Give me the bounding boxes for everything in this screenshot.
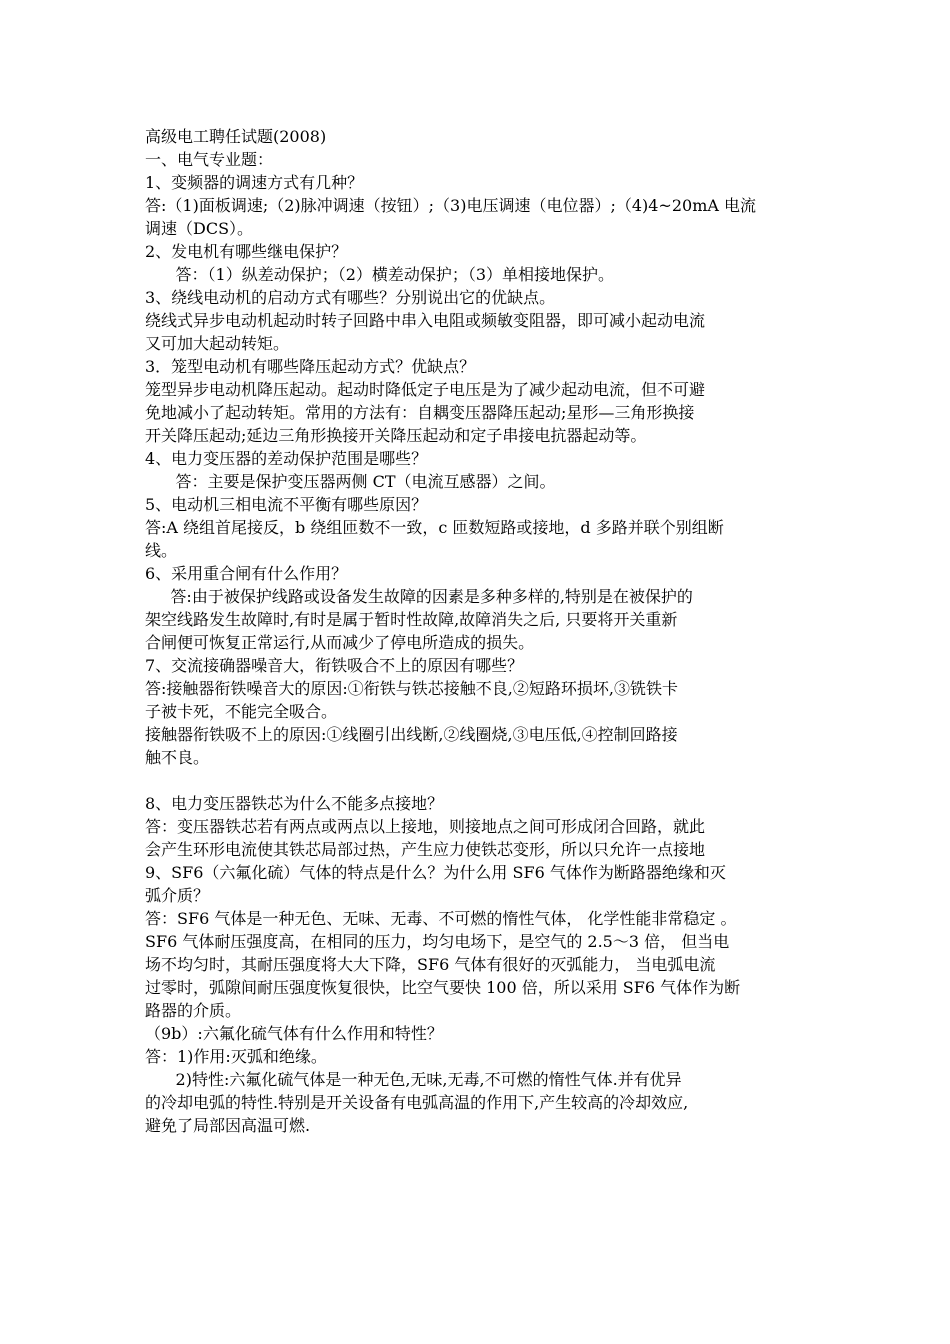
document-page xyxy=(145,125,825,1137)
text-line: 8、电力变压器铁芯为什么不能多点接地？ xyxy=(145,794,444,813)
text-line: 4、电力变压器的差动保护范围是哪些？ xyxy=(145,449,428,468)
blank-line xyxy=(145,769,825,792)
text-line: 又可加大起动转矩。 xyxy=(145,334,290,353)
text-line: 7、交流接确器噪音大，衔铁吸合不上的原因有哪些？ xyxy=(145,656,524,675)
text-line: 答：（1）纵差动保护；（2）横差动保护；（3）单相接地保护。 xyxy=(145,265,615,284)
text-line: 一、电气专业题： xyxy=(145,150,274,169)
text-line: 避免了局部因高温可燃. xyxy=(145,1116,311,1135)
text-line: 路器的介质。 xyxy=(145,1001,242,1020)
text-line: 答:接触器衔铁噪音大的原因:①衔铁与铁芯接触不良,②短路环损坏,③铣铁卡 xyxy=(145,679,678,698)
text-line: 3、绕线电动机的启动方式有哪些？分别说出它的优缺点。 xyxy=(145,288,556,307)
text-line: 2、发电机有哪些继电保护？ xyxy=(145,242,348,261)
text-line: （9b）:六氟化硫气体有什么作用和特性？ xyxy=(145,1024,443,1043)
text-line: 弧介质？ xyxy=(145,886,210,905)
text-line: 笼型异步电动机降压起动。起动时降低定子电压是为了减少起动电流，但不可避 xyxy=(145,380,706,399)
text-line: 开关降压起动;延边三角形换接开关降压起动和定子串接电抗器起动等。 xyxy=(145,426,647,445)
text-line: 触不良。 xyxy=(145,748,210,767)
text-line: 答：1)作用:灭弧和绝缘。 xyxy=(145,1047,327,1066)
text-line: 高级电工聘任试题(2008) xyxy=(145,127,327,146)
text-line: 答:（1)面板调速;（2)脉冲调速（按钮）;（3)电压调速（电位器）;（4)4~20mA 电流 xyxy=(145,196,757,215)
text-line: 3．笼型电动机有哪些降压起动方式？优缺点？ xyxy=(145,357,476,376)
text-line: SF6 气体耐压强度高，在相同的压力，均匀电场下，是空气的 2.5～3 倍， 但当电 xyxy=(145,932,730,951)
text-line: 答：SF6 气体是一种无色、无味、无毒、不可燃的惰性气体， 化学性能非常稳定 。 xyxy=(145,909,737,928)
text-line: 1、变频器的调速方式有几种？ xyxy=(145,173,364,192)
text-line: 答:A 绕组首尾接反，b 绕组匝数不一致，c 匝数短路或接地，d 多路并联个别组断 xyxy=(145,518,724,537)
text-line: 调速（DCS）。 xyxy=(145,219,254,238)
text-line: 答：变压器铁芯若有两点或两点以上接地，则接地点之间可形成闭合回路，就此 xyxy=(145,817,706,836)
text-line: 答:由于被保护线路或设备发生故障的因素是多种多样的,特别是在被保护的 xyxy=(145,587,693,606)
text-line: 架空线路发生故障时,有时是属于暂时性故障,故障消失之后, 只要将开关重新 xyxy=(145,610,678,629)
text-line: 接触器衔铁吸不上的原因:①线圈引出线断,②线圈烧,③电压低,④控制回路接 xyxy=(145,725,678,744)
text-line: 子被卡死，不能完全吸合。 xyxy=(145,702,338,721)
text-line: 2)特性:六氟化硫气体是一种无色,无味,无毒,不可燃的惰性气体.并有优异 xyxy=(145,1070,682,1089)
text-line: 答：主要是保护变压器两侧 CT（电流互感器）之间。 xyxy=(145,472,556,491)
text-line: 免地减小了起动转矩。常用的方法有：自耦变压器降压起动;星形—三角形换接 xyxy=(145,403,695,422)
text-line: 场不均匀时，其耐压强度将大大下降，SF6 气体有很好的灭弧能力， 当电弧电流 xyxy=(145,955,716,974)
text-line: 合闸便可恢复正常运行,从而减少了停电所造成的损失。 xyxy=(145,633,535,652)
text-line: 的冷却电弧的特性.特别是开关设备有电弧高温的作用下,产生较高的冷却效应, xyxy=(145,1093,689,1112)
text-line: 过零时，弧隙间耐压强度恢复很快，比空气要快 100 倍，所以采用 SF6 气体作为断 xyxy=(145,978,741,997)
text-line: 绕线式异步电动机起动时转子回路中串入电阻或频敏变阻器，即可减小起动电流 xyxy=(145,311,706,330)
text-line: 会产生环形电流使其铁芯局部过热，产生应力使铁芯变形，所以只允许一点接地 xyxy=(145,840,706,859)
text-line: 5、电动机三相电流不平衡有哪些原因？ xyxy=(145,495,428,514)
text-line: 线。 xyxy=(145,541,178,560)
text-line: 6、采用重合闸有什么作用？ xyxy=(145,564,348,583)
text-line: 9、SF6（六氟化硫）气体的特点是什么？为什么用 SF6 气体作为断路器绝缘和灭 xyxy=(145,863,726,882)
